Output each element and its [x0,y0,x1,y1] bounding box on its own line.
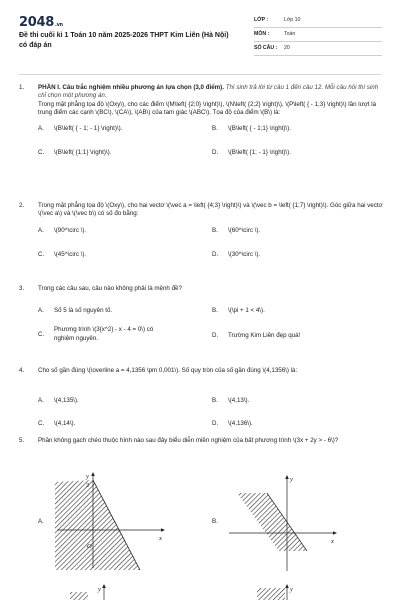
x-axis-arrow-icon [333,531,337,535]
meta-row-class [254,14,382,28]
logo-main-text: 2048 [19,15,54,30]
inequality-graph-a [55,470,167,570]
logo-suffix-text: .vn [54,22,63,28]
question-number: 4. [19,367,25,374]
option-b[interactable] [212,125,378,133]
option-c[interactable] [38,149,204,157]
option-text: Phương trình \(3{x^2} - x - 4 = 0\) có nghiệm nguyên. [54,326,154,342]
option-text: \(B\left( {1;1} \right)\). [54,149,112,157]
option-label: A. [38,397,44,405]
inequality-graph-d [255,584,345,600]
option-b[interactable] [212,307,378,315]
header-divider [19,74,381,75]
question-number: 2. [19,202,25,209]
question-number: 3. [19,285,25,292]
graph-option-a[interactable] [55,470,167,570]
option-label: D. [212,149,219,157]
option-a[interactable] [38,307,204,315]
option-label: B. [212,397,218,405]
x-axis-arrow-icon [161,528,165,532]
option-text: \(45^\circ \). [54,250,87,258]
option-d[interactable] [212,420,378,428]
question-5 [19,437,383,445]
y-axis-label: y [86,473,89,480]
option-d[interactable] [212,251,378,259]
origin-label: O [87,543,92,550]
option-text: \(90^\circ \). [54,226,87,234]
hatched-region [237,493,307,551]
option-label: A. [38,518,44,525]
option-a[interactable] [38,397,204,405]
graph-option-d-partial[interactable] [255,584,345,600]
part-label: PHẦN I. Câu trắc nghiệm nhiều phương án lựa chọn (3,0 điểm). [38,84,224,91]
question-text: Phần không gạch chéo thuộc hình nào sau đây biểu diễn miền nghiệm của bất phương trình \(3x + 2y > - 6\)? [38,437,339,444]
option-text: \(B\left( { - 1;1} \right)\). [228,125,291,133]
option-label: A. [38,125,44,133]
option-label: D. [212,332,219,340]
option-d[interactable] [212,332,378,340]
hatched-region [55,480,140,570]
meta-key: MÔN : [254,30,270,37]
option-text: \(4,136\). [228,420,253,428]
y-axis-arrow-icon [102,584,106,588]
option-label: B. [212,125,218,133]
hatched-region [257,588,285,600]
option-c[interactable] [38,326,164,343]
y-intercept-label: 3 [86,483,89,489]
question-2 [19,202,383,275]
option-label: A. [38,307,44,315]
document-title: Đề thi cuối kì 1 Toán 10 năm 2025-2026 THPT Kim Liên (Hà Nội) có đáp án [19,32,229,50]
y-axis-label: y [98,586,101,593]
option-label: B. [212,307,218,315]
option-text: \(30^\circ \). [228,250,261,258]
option-a[interactable] [38,227,204,235]
option-text: \(4,135\). [54,397,79,405]
option-a[interactable] [38,518,54,526]
option-c[interactable] [38,420,204,428]
part-instructions: Thí sinh trả lời từ câu 1 đến câu 12. Mỗi câu hỏi thí sinh chỉ chọn một phương án. [38,84,379,100]
option-b[interactable] [212,518,228,526]
option-text: \(B\left( {1; - 1} \right)\). [228,149,291,157]
option-label: D. [212,250,219,258]
option-text: \(4,14\). [54,420,76,428]
question-text: Cho số gần đúng \(\overline a = 4,1356 \pm 0,001\). Số quy tròn của số gần đúng \(4,1356\) là: [38,367,298,374]
y-axis-label: y [290,476,293,483]
option-b[interactable] [212,227,378,235]
option-label: B. [212,226,218,234]
option-label: A. [38,226,44,234]
graph-option-c-partial[interactable] [70,584,160,600]
question-number: 5. [19,437,25,444]
option-label: C. [38,331,45,339]
option-b[interactable] [212,397,378,405]
meta-row-subject [254,28,382,42]
option-text: \(60^\circ \). [228,226,261,234]
option-text: \(4,13\). [228,397,250,405]
exam-meta-panel [254,14,382,56]
question-text: Trong mặt phẳng tọa độ \(Oxy\), cho các điểm \(M\left( {2;0} \right)\), \(N\left( {2;2} \right)\), \(P\left( { - 1;3} \right)\) lần lượt là trung điểm các cạnh \(BC\), \(CA\), \(AB\) của tam giác \(ABC\). Tọa độ của điểm \(B\) là: [38,100,377,117]
meta-row-question-count [254,42,382,56]
question-text: Trong mặt phẳng tọa độ \(Oxy\), cho hai vectơ \(\vec a = \left( {4;3} \right)\) và \(\vec b = \left( {1;7} \right)\). Góc giữa hai vectơ \(\vec a\) và \(\vec b\) có số đo bằng: [38,202,383,218]
option-text: Trường Kim Liên đẹp quá! [228,332,301,340]
meta-key: LỚP : [254,16,269,23]
x-axis-label: x [331,538,334,545]
y-axis-arrow-icon [91,472,95,476]
question-number: 1. [19,84,25,91]
option-label: D. [212,420,219,428]
x-axis-label: x [159,535,162,542]
question-3 [19,285,383,351]
option-label: C. [38,149,45,157]
meta-value: Lớp 10 [284,16,301,23]
graph-option-b[interactable] [227,473,339,573]
option-d[interactable] [212,149,378,157]
question-text: Trong các câu sau, câu nào không phải là mệnh đề? [38,285,182,292]
option-a[interactable] [38,125,204,133]
y-axis-arrow-icon [285,475,289,479]
option-label: B. [212,518,218,525]
option-text: Số 5 là số nguyên tố. [54,307,113,315]
hatched-region [70,592,88,600]
meta-value: Toán [284,30,296,37]
inequality-graph-c [70,584,160,600]
y-axis-arrow-icon [285,584,289,588]
inequality-graph-b [227,473,339,573]
option-text: \(B\left( { - 1; - 1} \right)\). [54,125,123,133]
option-label: C. [38,420,45,428]
option-text: \(\pi + 1 < 4\). [228,307,265,315]
y-axis-label: y [290,586,293,593]
site-logo[interactable] [19,14,63,32]
option-label: C. [38,250,45,258]
meta-value: 20 [284,44,290,51]
question-1 [19,84,383,173]
option-c[interactable] [38,251,204,259]
question-4 [19,367,383,431]
part-heading [38,84,383,101]
meta-key: SỐ CÂU : [254,44,278,51]
